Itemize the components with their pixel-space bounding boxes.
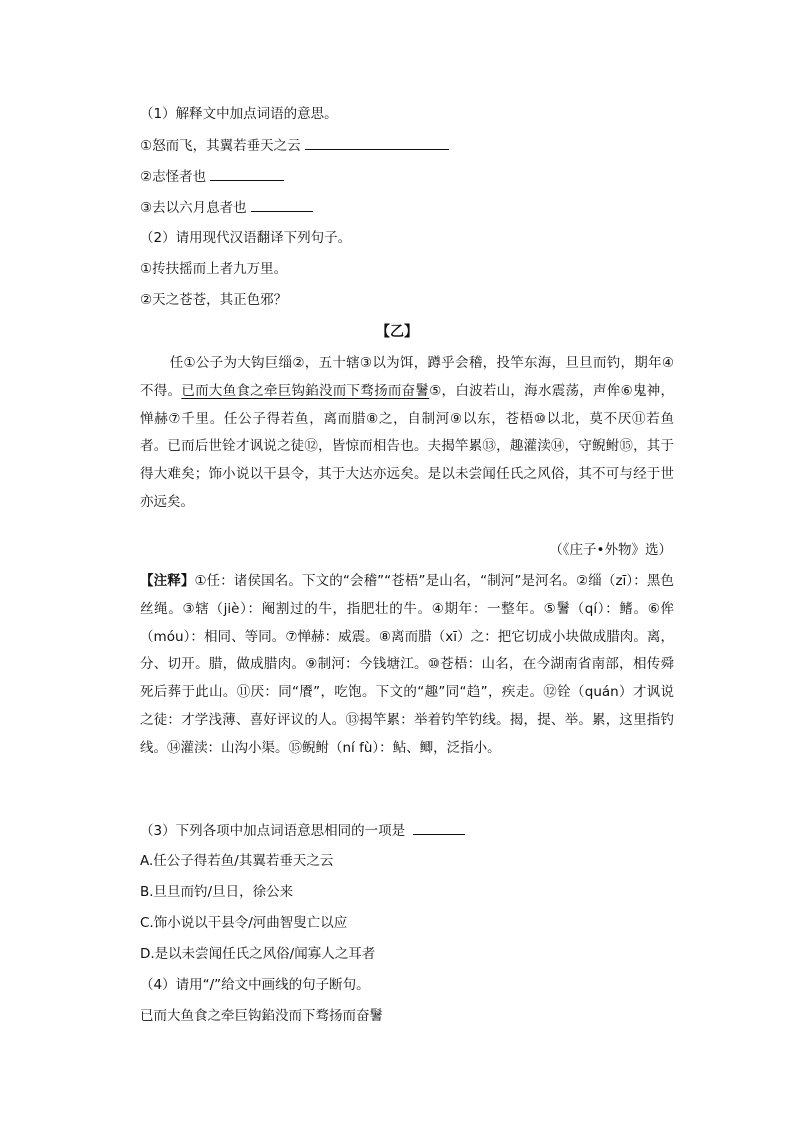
q3-option-d[interactable]: D.是以未尝闻任氏之风俗/闻寡人之耳者 <box>140 946 376 962</box>
passage-source: （《庄子•外物》选） <box>549 542 672 558</box>
answer-blank[interactable] <box>210 166 284 181</box>
passage-sentence-1: 任①公子为大钩巨缁②，五十辖③以为饵，蹲乎会稽，投竿东海，旦旦而钓，期年④不得。 <box>140 355 674 399</box>
q2-prompt: （2）请用现代汉语翻译下列句子。 <box>140 230 352 246</box>
q1-item-2-text: ②志怪者也 <box>140 169 207 185</box>
q2-item-2: ②天之苍苍，其正色邪？ <box>140 292 288 308</box>
notes-label: 【注释】 <box>140 573 195 589</box>
answer-blank[interactable] <box>251 197 313 212</box>
q4-prompt: （4）请用“/”给文中画线的句子断句。 <box>140 977 370 993</box>
q4-sentence: 已而大鱼食之牵巨钩錎没而下骛扬而奋鬐 <box>140 1008 383 1024</box>
q3-option-b[interactable]: B.旦旦而钓/旦日，徐公来 <box>140 884 294 900</box>
q3-prompt <box>140 820 465 841</box>
passage-heading: 【乙】 <box>376 324 418 340</box>
answer-blank[interactable] <box>305 135 449 150</box>
underlined-sentence: 已而大鱼食之牵巨钩錎没而下骛扬而奋鬐 <box>181 382 430 399</box>
q1-item-1 <box>140 135 449 156</box>
passage-text <box>140 350 674 517</box>
answer-blank[interactable] <box>413 820 465 835</box>
q1-item-3-text: ③去以六月息者也 <box>140 200 247 216</box>
q1-prompt: （1）解释文中加点词语的意思。 <box>140 106 338 122</box>
q1-item-3 <box>140 197 313 218</box>
notes-block <box>140 568 674 763</box>
q3-option-c[interactable]: C.饰小说以干县令/河曲智叟亡以应 <box>140 915 348 931</box>
passage-sentence-2: ⑤，白波若山，海水震荡，声侔⑥鬼神，惮赫⑦千里。任公子得若鱼，离而腊⑧之，自制河⑨以东，苍梧⑩以北，莫不厌⑪若鱼者。已而后世铨才讽说之徒⑫，皆惊而相告也。夫揭竿累⑬，趣灌渎⑭，守鲵鲋⑮，其于得大难矣；饰小说以干县令，其于大达亦远矣。是以未尝闻任氏之风俗，其不可与经于世亦远矣。 <box>140 382 674 510</box>
q3-prompt-text: （3）下列各项中加点词语意思相同的一项是 <box>140 823 406 839</box>
q2-item-1: ①抟扶摇而上者九万里。 <box>140 261 288 277</box>
q1-item-2 <box>140 166 284 187</box>
q3-option-a[interactable]: A.任公子得若鱼/其翼若垂天之云 <box>140 853 334 869</box>
notes-text: ①任：诸侯国名。下文的“会稽”“苍梧”是山名，“制河”是河名。②缁（zī）：黑色丝绳。③辖（jiè）：阉割过的牛，指肥壮的牛。④期年：一整年。⑤鬐（qí）：鳍。⑥侔（móu）：相同、等同。⑦惮赫：威震。⑧离而腊（xī）之：把它切成小块做成腊肉。离，分、切开。腊，做成腊肉。⑨制河：今钱塘江。⑩苍梧：山名，在今湖南省南部，相传舜死后葬于此山。⑪厌：同“餍”，吃饱。下文的“趣”同“趋”，疾走。⑫铨（quán）才讽说之徒：才学浅薄、喜好评议的人。⑬揭竿累：举着钓竿钓线。揭，提、举。累，这里指钓线。⑭灌渎：山沟小渠。⑮鲵鲋（ní fù）：鲇、鲫，泛指小。 <box>140 573 674 756</box>
q1-item-1-text: ①怒而飞，其翼若垂天之云 <box>140 138 301 154</box>
